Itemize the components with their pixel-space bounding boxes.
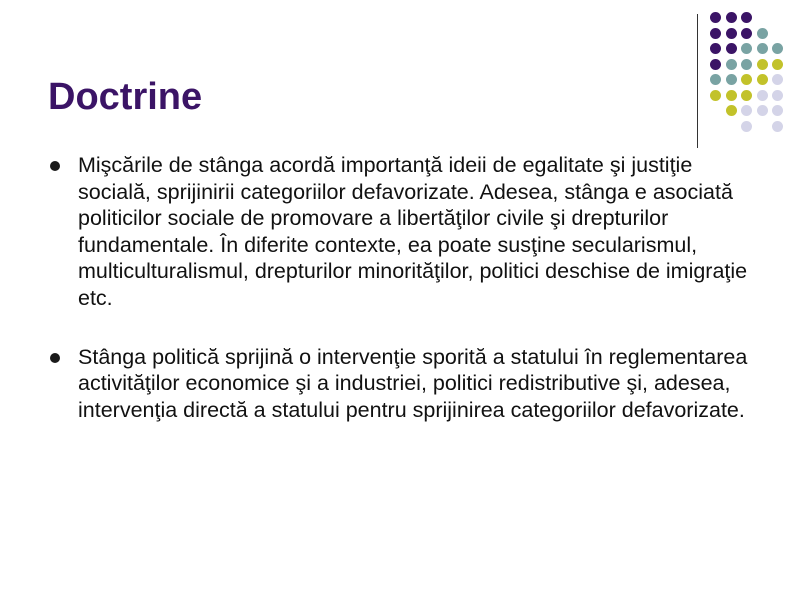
bullet-icon xyxy=(50,353,60,363)
slide-title: Doctrine xyxy=(48,76,203,118)
bullet-list xyxy=(48,152,768,455)
bullet-item xyxy=(48,152,768,312)
decorative-dot xyxy=(741,121,752,132)
decorative-dot xyxy=(726,90,737,101)
decorative-dot xyxy=(741,105,752,116)
bullet-item xyxy=(48,344,768,424)
decorative-dot xyxy=(710,74,721,85)
decorative-dot xyxy=(741,28,752,39)
decorative-dot xyxy=(710,28,721,39)
decorative-dot xyxy=(772,90,783,101)
decorative-dot xyxy=(772,74,783,85)
bullet-text: Mişcările de stânga acordă importanţă ideii de egalitate şi justiţie socială, sprijinirii categoriilor defavorizate. Adesea, stânga e asociată politicilor sociale de promovare a libertăţilor civile şi drepturilor fundamentale. În diferite contexte, ea poate susţine secularismul, multiculturalismul, drepturilor minorităţilor, politici deschise de imigraţie etc. xyxy=(78,153,748,310)
decorative-dot xyxy=(741,59,752,70)
decorative-dot-grid xyxy=(710,12,790,132)
decorative-dot xyxy=(757,74,768,85)
decorative-dot xyxy=(772,121,783,132)
decorative-dot xyxy=(710,43,721,54)
decorative-dot xyxy=(726,74,737,85)
bullet-text: Stânga politică sprijină o intervenţie sporită a statului în reglementarea activităţilor economice şi a industriei, politici redistributive şi, adesea, intervenţia directă a statului pentru sprijinirea categoriilor defavorizate. xyxy=(78,344,748,422)
decorative-dot xyxy=(741,74,752,85)
decorative-dot xyxy=(741,12,752,23)
decorative-dot xyxy=(772,59,783,70)
decorative-dot xyxy=(757,59,768,70)
decorative-dot xyxy=(710,90,721,101)
decorative-dot xyxy=(772,43,783,54)
decorative-dot xyxy=(710,12,721,23)
bullet-icon xyxy=(50,161,60,171)
decorative-dot xyxy=(726,59,737,70)
decorative-dot xyxy=(726,28,737,39)
decorative-dot xyxy=(741,43,752,54)
decorative-dot xyxy=(726,12,737,23)
decorative-dot xyxy=(726,43,737,54)
decorative-dot xyxy=(741,90,752,101)
decorative-dot xyxy=(757,90,768,101)
decorative-dot xyxy=(757,28,768,39)
decorative-dot xyxy=(757,105,768,116)
decorative-dot xyxy=(757,43,768,54)
title-divider-line xyxy=(697,14,698,148)
decorative-dot xyxy=(726,105,737,116)
decorative-dot xyxy=(772,105,783,116)
decorative-dot xyxy=(710,59,721,70)
